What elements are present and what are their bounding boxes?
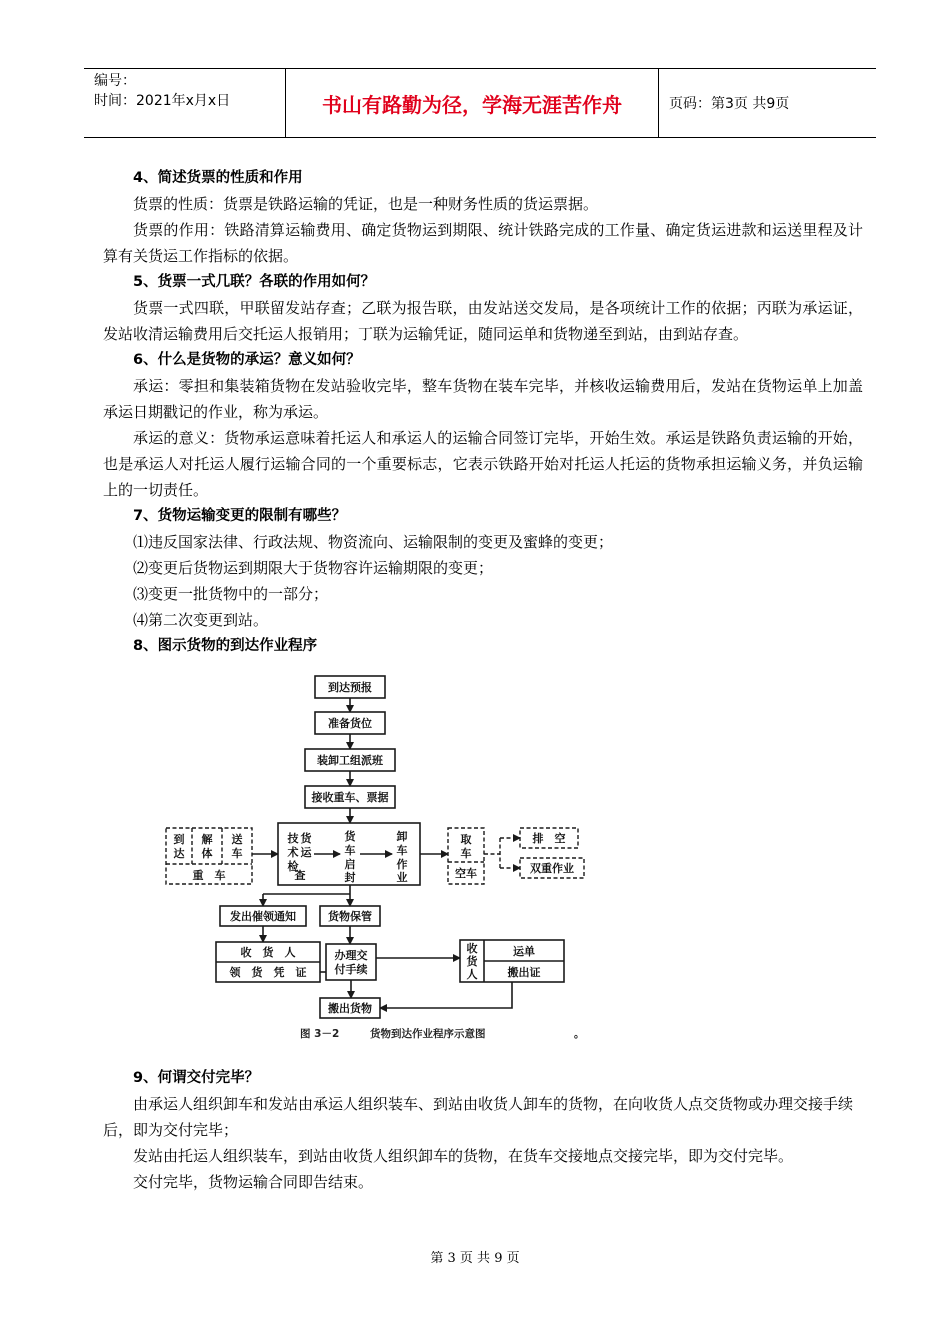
tech-label: 检: [287, 860, 299, 873]
tech-label: 运: [300, 846, 312, 859]
header-meta: [84, 69, 284, 137]
page-footer: 第 3 页 共 9 页: [430, 1251, 520, 1266]
arrive-col1-top: 到: [173, 833, 185, 846]
question-7-item: ⑵变更后货物运到期限大于货物容许运输期限的变更；: [133, 559, 494, 577]
question-8-title: 8、图示货物的到达作业程序: [133, 638, 318, 654]
arrival-flow-diagram: [160, 668, 600, 1048]
pick-car-label: 取: [460, 833, 472, 846]
arrival-notice-label: 到达预报: [328, 681, 372, 694]
question-5-paragraph-1: 货票一式四联，甲联留发站存查；乙联为报告联，由发站送交发局，是各项统计工作的依据；丙联为承运证，发站收清运输费用后交托运人报销用；丁联为运输凭证，随同运单和货物递至到站，由到站存查。: [103, 299, 863, 343]
cargo-storage-label: 货物保管: [328, 910, 372, 923]
question-7-item: ⑷第二次变更到站。: [133, 611, 269, 629]
send-empty-label: 排 空: [532, 832, 566, 845]
question-7-item: ⑴违反国家法律、行政法规、物资流向、运输限制的变更及蜜蜂的变更；: [133, 533, 614, 551]
question-4-paragraph-1: 货票的性质：货票是铁路运输的凭证，也是一种财务性质的货运票据。: [133, 195, 599, 213]
unload-label: 业: [396, 871, 408, 884]
page-header: [84, 68, 876, 138]
arrive-col2-top: 解: [201, 833, 213, 846]
issue-notice-label: 发出催领通知: [230, 910, 296, 923]
pickup-voucher-label: 领 货 凭 证: [229, 966, 307, 979]
figure-caption-number: 图 3－2: [300, 1028, 340, 1040]
prepare-position-label: 准备货位: [328, 717, 372, 730]
tech-label: 术: [287, 846, 299, 859]
consignee-col-label: 人: [466, 968, 478, 981]
document-number-label: 编号：: [94, 73, 136, 89]
arrive-col1-bottom: 达: [173, 847, 185, 860]
arrive-col3-bottom: 车: [231, 847, 243, 860]
arrive-col3-top: 送: [231, 833, 243, 846]
question-4-paragraph-2: 货票的作用：铁路清算运输费用、确定货物运到期限、统计铁路完成的工作量、确定货运进款和运送里程及计算有关货运工作指标的依据。: [103, 221, 863, 265]
consignee-col-label: 货: [466, 955, 478, 968]
double-op-label: 双重作业: [530, 862, 574, 875]
move-out-label: 搬出货物: [328, 1002, 372, 1015]
header-page-label: 页码：第3页 共9页: [669, 96, 790, 112]
question-6-paragraph-2: 承运的意义：货物承运意味着托运人和承运人的运输合同签订完毕，开始生效。承运是铁路负责运输的开始，也是承运人对托运人履行运输合同的一个重要标志，它表示铁路开始对托运人托运的货物承担运输义务，并负运输上的一切责任。: [103, 429, 863, 499]
question-7-item: ⑶变更一批货物中的一部分；: [133, 585, 329, 603]
unload-label: 作: [396, 858, 408, 871]
question-5-title: 5、货票一式几联？各联的作用如何？: [133, 274, 376, 290]
empty-car-label: 空车: [455, 867, 477, 880]
question-6-paragraph-1: 承运：零担和集装箱货物在发站验收完毕，整车货物在装车完毕，并核收运输费用后，发站在货物运单上加盖承运日期戳记的作业，称为承运。: [103, 377, 863, 421]
figure-caption-text: 货物到达作业程序示意图: [370, 1028, 486, 1040]
receive-cars-label: 接收重车、票据: [311, 791, 389, 804]
header-motto: 书山有路勤为径，学海无涯苦作舟: [285, 69, 659, 137]
handover-label: 办理交: [334, 949, 368, 962]
removal-cert-label: 搬出证: [507, 966, 541, 979]
heavy-car-label: 重 车: [192, 869, 226, 882]
tech-label: 技: [287, 832, 299, 845]
tech-label: 查: [294, 869, 306, 882]
arrive-col2-bottom: 体: [201, 847, 213, 860]
question-9-paragraph-3: 交付完毕，货物运输合同即告结束。: [133, 1173, 374, 1191]
unload-label: 车: [396, 844, 408, 857]
waybill-label: 运单: [513, 945, 535, 958]
handover-label: 付手续: [334, 963, 368, 976]
question-6-title: 6、什么是货物的承运？意义如何？: [133, 352, 361, 368]
tech-label: 货: [300, 832, 312, 845]
consignee-col-label: 收: [466, 942, 478, 955]
figure-caption-dot: 。: [574, 1028, 585, 1040]
question-9-paragraph-1: 由承运人组织卸车和发站由承运人组织装车、到站由收货人卸车的货物，在向收货人点交货物或办理交接手续后，即为交付完毕；: [103, 1095, 854, 1139]
pick-car-label: 车: [460, 847, 472, 860]
question-9-paragraph-2: 发站由托运人组织装车，到站由收货人组织卸车的货物，在货车交接地点交接完毕，即为交付完毕。: [133, 1147, 794, 1165]
unload-label: 卸: [396, 830, 408, 843]
question-9-title: 9、何谓交付完毕？: [133, 1070, 260, 1086]
seal-label: 货: [344, 830, 356, 843]
seal-label: 启: [344, 858, 356, 871]
seal-label: 封: [344, 871, 356, 884]
consignee-label: 收 货 人: [240, 946, 296, 959]
question-4-title: 4、简述货票的性质和作用: [133, 170, 303, 186]
dispatch-crew-label: 装卸工组派班: [317, 754, 383, 767]
document-time-label: 时间：2021年x月x日: [94, 93, 231, 109]
question-7-title: 7、货物运输变更的限制有哪些？: [133, 508, 347, 524]
seal-label: 车: [344, 844, 356, 857]
